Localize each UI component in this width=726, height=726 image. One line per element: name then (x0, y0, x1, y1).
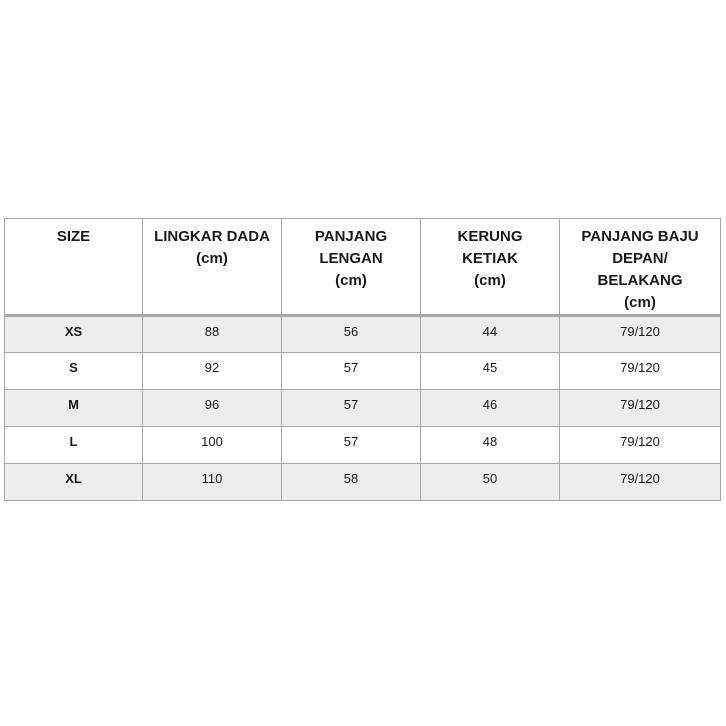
table-row (5, 353, 721, 390)
cell-panjang-baju: 79/120 (560, 316, 721, 353)
cell-lingkar-dada: 92 (143, 353, 282, 390)
header-line: (cm) (335, 272, 367, 289)
cell-kerung-ketiak: 50 (421, 464, 560, 501)
cell-size: L (5, 427, 143, 464)
header-line: (cm) (624, 294, 656, 311)
cell-panjang-baju: 79/120 (560, 353, 721, 390)
cell-kerung-ketiak: 45 (421, 353, 560, 390)
cell-panjang-lengan: 57 (282, 353, 421, 390)
header-line: LINGKAR DADA (154, 228, 270, 245)
table-header-row (5, 219, 721, 316)
header-panjang-lengan (282, 219, 421, 316)
cell-panjang-lengan: 57 (282, 390, 421, 427)
cell-size: XS (5, 316, 143, 353)
header-line: KERUNG (457, 228, 523, 245)
header-lingkar-dada (143, 219, 282, 316)
header-line: DEPAN/ (612, 250, 668, 267)
cell-kerung-ketiak: 44 (421, 316, 560, 353)
cell-panjang-lengan: 58 (282, 464, 421, 501)
header-line: SIZE (56, 228, 91, 245)
header-line: KETIAK (462, 250, 518, 267)
cell-panjang-baju: 79/120 (560, 427, 721, 464)
header-line: (cm) (196, 250, 228, 267)
header-panjang-baju (560, 219, 721, 316)
cell-lingkar-dada: 88 (143, 316, 282, 353)
table-row (5, 464, 721, 501)
cell-kerung-ketiak: 48 (421, 427, 560, 464)
cell-lingkar-dada: 100 (143, 427, 282, 464)
cell-size: M (5, 390, 143, 427)
header-line: BELAKANG (597, 272, 683, 289)
header-line: LENGAN (319, 250, 383, 267)
cell-panjang-baju: 79/120 (560, 464, 721, 501)
header-line: PANJANG (314, 228, 388, 245)
table-row (5, 390, 721, 427)
cell-panjang-baju: 79/120 (560, 390, 721, 427)
header-line: (cm) (474, 272, 506, 289)
cell-panjang-lengan: 56 (282, 316, 421, 353)
cell-lingkar-dada: 110 (143, 464, 282, 501)
cell-kerung-ketiak: 46 (421, 390, 560, 427)
cell-size: XL (5, 464, 143, 501)
table-row (5, 316, 721, 353)
header-line: PANJANG BAJU (581, 228, 699, 245)
header-kerung-ketiak (421, 219, 560, 316)
header-size (5, 219, 143, 316)
cell-lingkar-dada: 96 (143, 390, 282, 427)
table-row (5, 427, 721, 464)
cell-panjang-lengan: 57 (282, 427, 421, 464)
cell-size: S (5, 353, 143, 390)
size-chart-table (4, 218, 721, 501)
